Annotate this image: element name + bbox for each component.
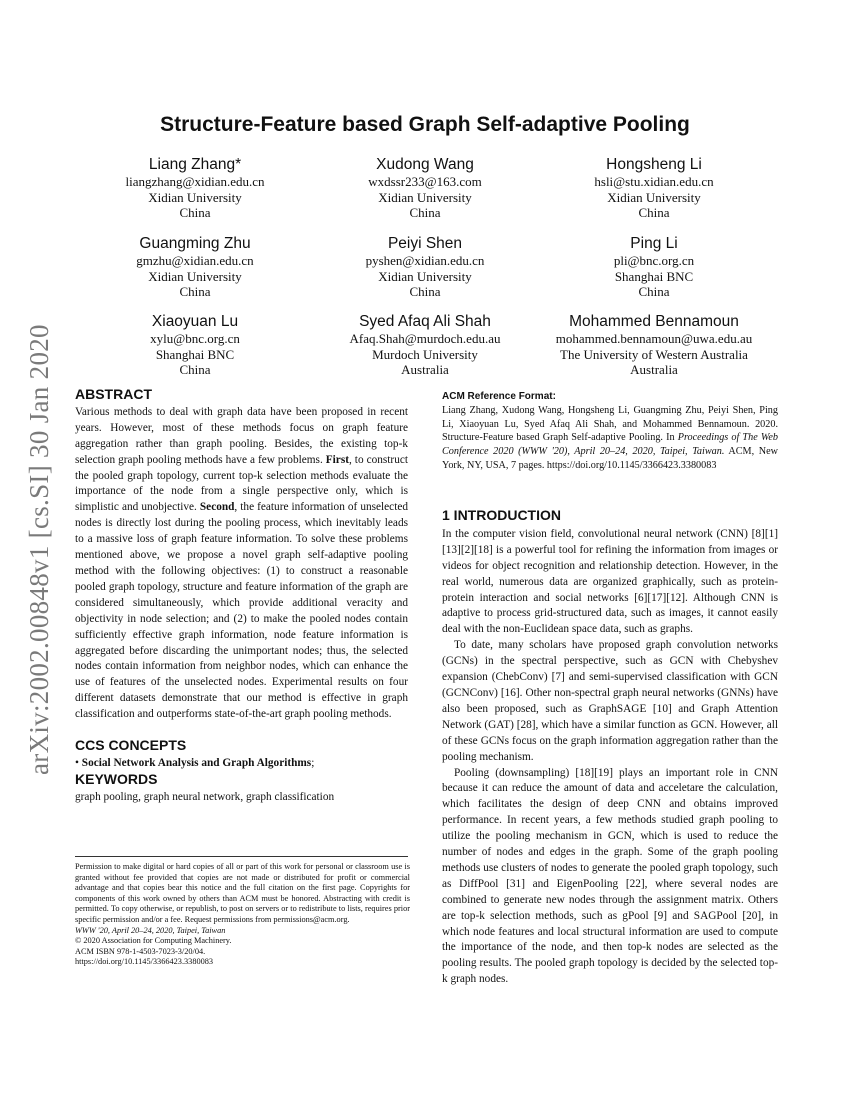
author-country: Australia <box>630 362 678 378</box>
venue-line <box>75 926 410 937</box>
author-name: Xudong Wang <box>376 156 474 173</box>
ccs-item: Social Network Analysis and Graph Algorithms <box>81 756 312 769</box>
author-email: wxdssr233@163.com <box>368 174 482 189</box>
author-affiliation: Xidian University <box>607 189 701 205</box>
author-email: mohammed.bennamoun@uwa.edu.au <box>555 331 753 346</box>
author-email: pyshen@xidian.edu.cn <box>365 253 485 268</box>
author-email: xylu@bnc.org.cn <box>150 331 240 346</box>
author-country: China <box>179 362 211 378</box>
introduction-heading: 1 INTRODUCTION <box>442 507 561 523</box>
arxiv-stamp: arXiv:2002.00848v1 [cs.SI] 30 Jan 2020 <box>24 324 54 775</box>
right-column <box>442 508 778 988</box>
author-name: Syed Afaq Ali Shah <box>359 313 491 330</box>
author-name: Liang Zhang* <box>148 156 242 173</box>
intro-paragraph: To date, many scholars have proposed graph convolution networks (GCNs) in the spectral perspective, such as GCN with Chebyshev expansion (ChebConv) [7] and semi-supervised classification with GCN (GCNConv) [16]. Other non-spectral graph neural networks (GNNs) have also been proposed, such as GraphSAGE [10] and Graph Attention Network (GAT) [28], which have a similar function as GCN. However, all of these GCNs focus on the graph information aggregation rather than the pooling mechanism. <box>442 639 778 763</box>
ccs-heading: CCS CONCEPTS <box>75 737 187 754</box>
author-email: pli@bnc.org.cn <box>613 253 695 268</box>
reference-text: ACM, New York, NY, USA, 7 pages. https://doi.org/10.1145/3366423.3380083 <box>442 446 778 471</box>
reference-text: Liang Zhang, Xudong Wang, Hongsheng Li, Guangming Zhu, Peiyi Shen, Ping Li, Xiaoyuan Lu, Syed Afaq Ali Shah, and Mohammed Bennamoun. 2020. Structure-Feature based Graph Self-adaptive Pooling. In <box>442 404 778 444</box>
abstract-body <box>75 405 408 723</box>
doi-line: https://doi.org/10.1145/3366423.3380083 <box>75 957 214 967</box>
author-country: China <box>179 205 211 221</box>
abstract-text: , to construct the pooled graph topology, current top-k selection methods evaluate the importance of the node from a single perspective only, which is simplistic and unobjective. <box>75 453 408 514</box>
author-block <box>519 312 789 378</box>
author-country: Australia <box>401 362 449 378</box>
footnote-rule <box>75 856 408 857</box>
abstract-second-label: Second <box>199 501 235 514</box>
ccs-bullet: • <box>75 756 82 769</box>
ccs-tail: ; <box>311 756 315 769</box>
copyright-line: © 2020 Association for Computing Machinery. <box>75 936 232 946</box>
reference-heading: ACM Reference Format: <box>442 391 556 402</box>
author-block <box>305 155 545 221</box>
reference-body <box>442 404 778 473</box>
ccs-line <box>75 756 408 772</box>
author-email: gmzhu@xidian.edu.cn <box>136 253 254 268</box>
author-country: China <box>638 205 670 221</box>
paper-title: Structure-Feature based Graph Self-adaptive Pooling <box>160 113 690 136</box>
intro-paragraph: In the computer vision field, convolutional neural network (CNN) [8][1][13][2][18] is a powerful tool for refining the information from images or videos for object recognition and relationship detection. However, in the real world, numerous data are organized graphically, such as protein-protein interaction and social networks [6][17][12]. Although CNN is adaptive to process grid-structured data, such as images, it cannot easily deal with the non-Euclidean space data, such as graphs. <box>442 527 778 636</box>
abstract-text: Various methods to deal with graph data have been proposed in recent years. However, most of these methods focus on graph feature aggregation rather than graph pooling. Besides, the existing top-k selection graph pooling methods have a few problems. <box>75 405 408 466</box>
reference-format <box>442 390 778 473</box>
author-name: Ping Li <box>630 235 678 252</box>
permission-block <box>75 862 410 968</box>
author-name: Guangming Zhu <box>139 235 251 252</box>
author-name: Peiyi Shen <box>387 235 463 252</box>
author-name: Mohammed Bennamoun <box>569 313 739 330</box>
abstract-first-label: First <box>325 453 349 466</box>
author-affiliation: Xidian University <box>148 189 242 205</box>
author-affiliation: Shanghai BNC <box>155 346 235 362</box>
author-email: hsli@stu.xidian.edu.cn <box>594 174 714 189</box>
isbn-line: ACM ISBN 978-1-4503-7023-3/20/04. <box>75 946 206 956</box>
author-block <box>305 312 545 378</box>
keywords-text: graph pooling, graph neural network, graph classification <box>75 790 335 803</box>
author-block <box>534 155 774 221</box>
author-affiliation: Xidian University <box>148 268 242 284</box>
author-name: Hongsheng Li <box>606 156 702 173</box>
author-block <box>75 312 315 378</box>
author-country: China <box>409 284 441 300</box>
author-affiliation: The University of Western Australia <box>560 346 748 362</box>
left-column <box>75 387 408 806</box>
author-name: Xiaoyuan Lu <box>151 313 239 330</box>
author-email: liangzhang@xidian.edu.cn <box>125 174 265 189</box>
author-affiliation: Murdoch University <box>372 346 478 362</box>
author-affiliation: Xidian University <box>378 189 472 205</box>
author-country: China <box>638 284 670 300</box>
author-country: China <box>409 205 441 221</box>
author-country: China <box>179 284 211 300</box>
abstract-heading: ABSTRACT <box>75 386 152 402</box>
author-block <box>534 234 774 300</box>
intro-paragraph: Pooling (downsampling) [18][19] plays an important role in CNN because it can reduce the amount of data and acceletare the calculation, which facilitates the design of deep CNN and obtains improved performance. In recent years, a few methods studied graph pooling to utilize the pooling mechanism in GCN, which is used to reduce the number of nodes and edges in the graph. Some of the graph pooling methods use clusters of nodes to generate the pooled graph topology, such as DiffPool [31] and EigenPooling [22], where several nodes are combined to generate new nodes through the assignment matrix. Others are top-k selection methods, such as gPool [9] and SAGPool [20], in which node features and local structural information are used to compute the importance of the node, and then top-k nodes are selected as the pooling results. The pooled graph topology is decided by the selected top-k graph nodes. <box>442 766 778 986</box>
permission-text: Permission to make digital or hard copies of all or part of this work for personal or classroom use is granted without fee provided that copies are not made or distributed for profit or commercial advantage and that copies bear this notice and the full citation on the first page. Copyrights for components of this work owned by others than ACM must be honored. Abstracting with credit is permitted. To copy otherwise, or republish, to post on servers or to redistribute to lists, requires prior specific permission and/or a fee. Request permissions from permissions@acm.org. <box>75 862 410 924</box>
author-block <box>75 234 315 300</box>
author-block <box>305 234 545 300</box>
author-affiliation: Xidian University <box>378 268 472 284</box>
author-block <box>75 155 315 221</box>
keywords-heading: KEYWORDS <box>75 770 158 787</box>
venue-text: WWW '20, April 20–24, 2020, Taipei, Taiwan <box>75 925 226 935</box>
reference-proceedings: Proceedings of The Web Conference 2020 (WWW '20), April 20–24, 2020, Taipei, Taiwan. <box>442 432 778 458</box>
author-affiliation: Shanghai BNC <box>614 268 694 284</box>
abstract-text: , the feature information of unselected nodes is directly lost during the pooling process, which inevitably leads to a massive loss of graph feature information. To solve these problems mentioned above, we propose a novel graph self-adaptive pooling method with the following objectives: (1) to construct a reasonable pooled graph topology, structure and feature information of the graph are considered simultaneously, which provide additional veracity and objectivity in node selection; and (2) to make the pooled nodes contain sufficiently effective graph information, node feature information is aggregated before discarding the unimportant nodes; thus, the selected nodes contain information from neighbor nodes, which can enhance the use of features of the unselected nodes. Experimental results on four different datasets demonstrate that our method is effective in graph classification and outperforms state-of-the-art graph pooling methods. <box>75 501 408 721</box>
author-email: Afaq.Shah@murdoch.edu.au <box>349 331 501 346</box>
